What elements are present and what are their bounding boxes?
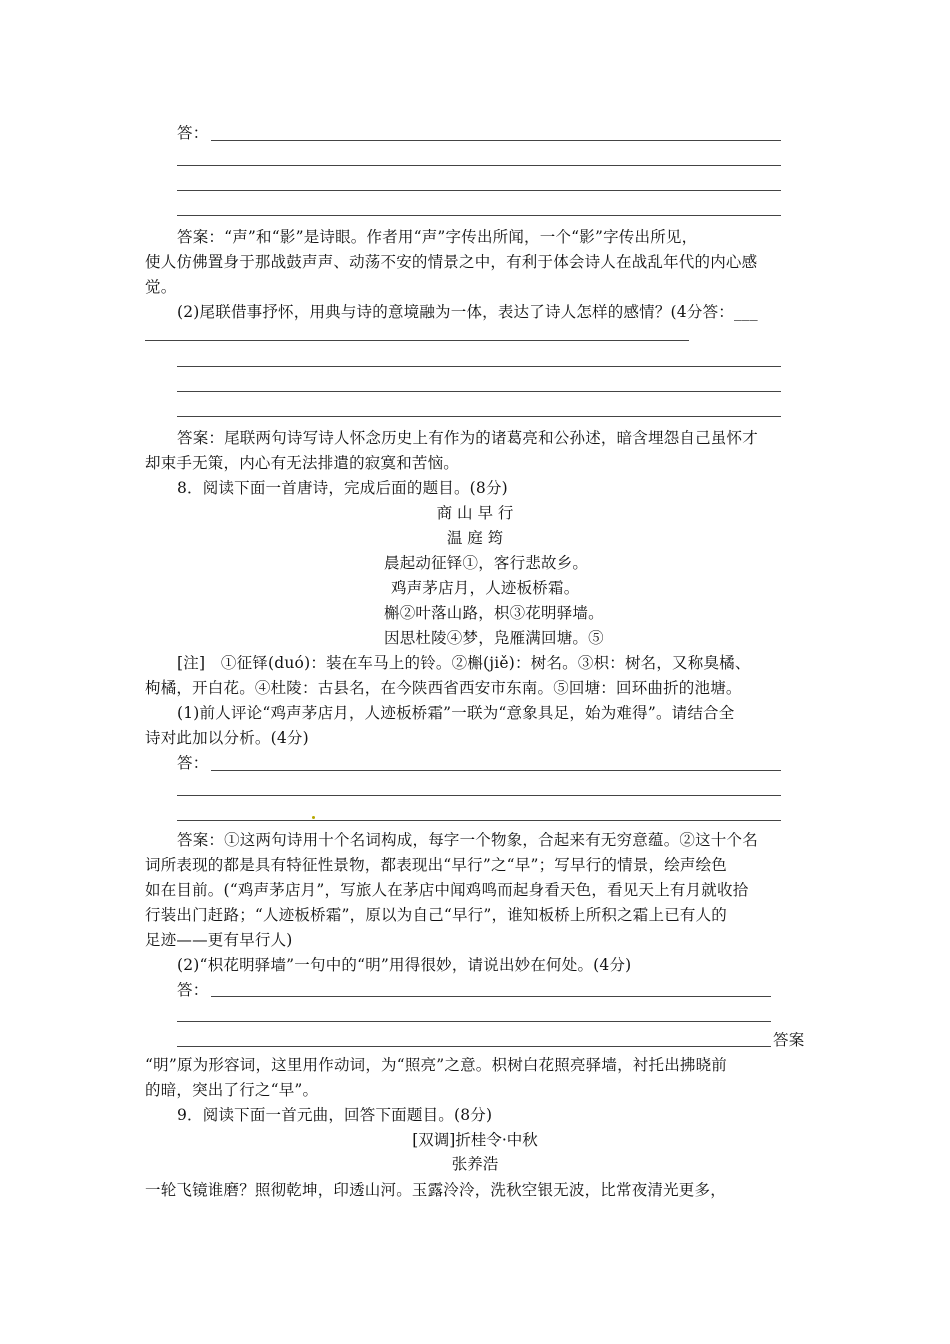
answer-prompt: 答：	[177, 981, 209, 999]
answer-line	[177, 1046, 771, 1047]
answer-line	[177, 1021, 771, 1022]
answer-text: 使人仿佛置身于那战鼓声声、动荡不安的情景之中，有利于体会诗人在战乱年代的内心感	[145, 253, 758, 271]
qu-text: 一轮飞镜谁磨？照彻乾坤，印透山河。玉露泠泠，洗秋空银无波，比常夜清光更多，	[145, 1181, 726, 1199]
question-text: (2)“枳花明驿墙”一句中的“明”用得很妙，请说出妙在何处。(4分)	[177, 956, 632, 974]
answer-line	[177, 190, 781, 191]
answer-text: 行装出门赶路；“人迹板桥霜”，原以为自己“早行”，谁知板桥上所积之霜上已有人的	[145, 906, 727, 924]
poem-author: 温 庭 筠	[446, 529, 504, 547]
note-text: 枸橘，开白花。④杜陵：古县名，在今陕西省西安市东南。⑤回塘：回环曲折的池塘。	[145, 679, 742, 697]
stray-dot	[312, 816, 315, 819]
question-text: (1)前人评论“鸡声茅店月，人迹板桥霜”一联为“意象具足，始为难得”。请结合全	[177, 704, 735, 722]
answer-text: “明”原为形容词，这里用作动词，为“照亮”之意。枳树白花照亮驿墙，衬托出拂晓前	[145, 1056, 727, 1074]
qu-title: [双调]折桂令·中秋	[412, 1131, 538, 1149]
poem-line: 晨起动征铎①，客行悲故乡。	[384, 554, 589, 572]
answer-prompt: 答：	[177, 124, 209, 142]
answer-line	[177, 820, 781, 821]
poem-line: 因思杜陵④梦，凫雁满回塘。⑤	[384, 629, 604, 647]
answer-line	[145, 340, 689, 341]
poem-line: 鸡声茅店月，人迹板桥霜。	[391, 579, 580, 597]
answer-text: 答案：“声”和“影”是诗眼。作者用“声”字传出所闻，一个“影”字传出所见，	[177, 228, 698, 246]
answer-line	[177, 416, 781, 417]
answer-label: 答案	[773, 1031, 805, 1049]
answer-line	[211, 770, 781, 771]
poem-title: 商 山 早 行	[436, 504, 514, 522]
qu-author: 张养浩	[451, 1155, 499, 1173]
answer-line	[211, 996, 771, 997]
answer-text: 答案：①这两句诗用十个名词构成，每字一个物象，合起来有无穷意蕴。②这十个名	[177, 831, 758, 849]
question-text: 诗对此加以分析。(4分)	[145, 729, 309, 747]
question-heading: 9．阅读下面一首元曲，回答下面题目。(8分)	[177, 1106, 493, 1124]
question-text: (2)尾联借事抒怀，用典与诗的意境融为一体，表达了诗人怎样的感情？(4分答：___	[177, 303, 758, 321]
answer-line	[211, 140, 781, 141]
answer-line	[177, 391, 781, 392]
answer-line	[177, 165, 781, 166]
poem-line: 槲②叶落山路，枳③花明驿墙。	[384, 604, 604, 622]
answer-prompt: 答：	[177, 754, 209, 772]
answer-line	[177, 795, 781, 796]
answer-text: 觉。	[145, 278, 177, 296]
answer-text: 词所表现的都是具有特征性景物，都表现出“早行”之“早”；写早行的情景，绘声绘色	[145, 856, 727, 874]
answer-line	[177, 366, 781, 367]
answer-line	[177, 215, 781, 216]
answer-text: 却束手无策，内心有无法排遣的寂寞和苦恼。	[145, 454, 460, 472]
answer-text: 足迹——更有早行人)	[145, 931, 293, 949]
answer-text: 如在目前。(“鸡声茅店月”，写旅人在茅店中闻鸡鸣而起身看天色，看见天上有月就收拾	[145, 881, 749, 899]
question-heading: 8．阅读下面一首唐诗，完成后面的题目。(8分)	[177, 479, 508, 497]
answer-text: 的暗，突出了行之“早”。	[145, 1081, 319, 1099]
answer-text: 答案：尾联两句诗写诗人怀念历史上有作为的诸葛亮和公孙述，暗含埋怨自己虽怀才	[177, 429, 758, 447]
note-text: [注] ①征铎(duó)：装在车马上的铃。②槲(jiě)：树名。③枳：树名，又称臭橘、	[177, 654, 751, 672]
